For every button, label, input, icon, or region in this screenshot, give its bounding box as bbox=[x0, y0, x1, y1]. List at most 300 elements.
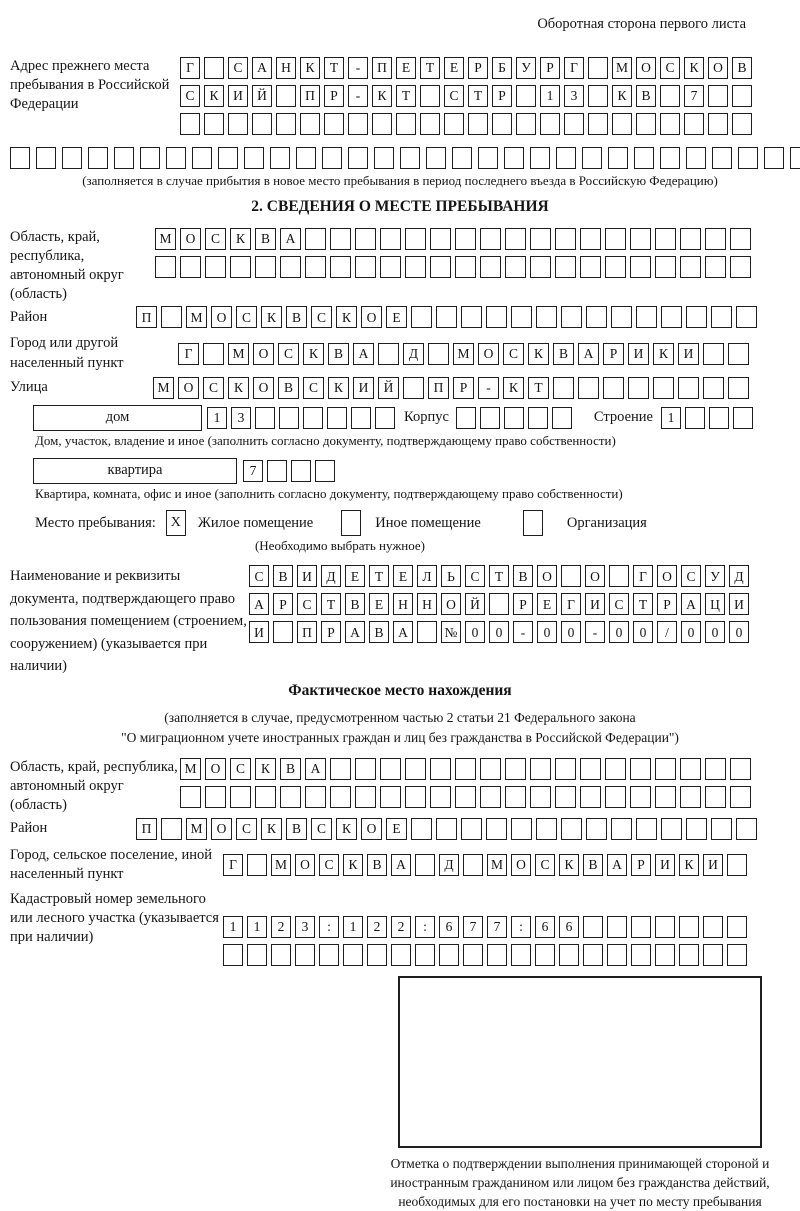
char-cell[interactable] bbox=[607, 916, 627, 938]
char-cell[interactable]: 1 bbox=[207, 407, 227, 429]
char-cell[interactable]: С bbox=[535, 854, 555, 876]
char-cell[interactable] bbox=[561, 565, 581, 587]
char-cell[interactable] bbox=[380, 256, 401, 278]
char-cell[interactable]: К bbox=[261, 818, 282, 840]
char-cell[interactable]: Т bbox=[633, 593, 653, 615]
char-cell[interactable] bbox=[582, 147, 602, 169]
char-cell[interactable]: И bbox=[655, 854, 675, 876]
char-cell[interactable] bbox=[319, 944, 339, 966]
char-cell[interactable]: В bbox=[255, 228, 276, 250]
char-cell[interactable]: С bbox=[230, 758, 251, 780]
char-cell[interactable]: В bbox=[345, 593, 365, 615]
char-cell[interactable]: Е bbox=[537, 593, 557, 615]
char-cell[interactable]: О bbox=[657, 565, 677, 587]
char-cell[interactable]: Е bbox=[396, 57, 416, 79]
char-cell[interactable] bbox=[155, 256, 176, 278]
char-cell[interactable] bbox=[430, 228, 451, 250]
char-cell[interactable] bbox=[660, 147, 680, 169]
char-cell[interactable] bbox=[636, 113, 656, 135]
char-cell[interactable] bbox=[686, 147, 706, 169]
char-cell[interactable]: И bbox=[729, 593, 749, 615]
char-cell[interactable] bbox=[530, 758, 551, 780]
char-cell[interactable]: 0 bbox=[489, 621, 509, 643]
char-cell[interactable] bbox=[653, 377, 674, 399]
char-cell[interactable] bbox=[330, 256, 351, 278]
char-cell[interactable] bbox=[705, 256, 726, 278]
char-cell[interactable] bbox=[736, 818, 757, 840]
char-cell[interactable]: С bbox=[503, 343, 524, 365]
char-cell[interactable] bbox=[630, 256, 651, 278]
char-cell[interactable] bbox=[380, 786, 401, 808]
char-cell[interactable]: А bbox=[249, 593, 269, 615]
char-cell[interactable]: 1 bbox=[223, 916, 243, 938]
char-cell[interactable] bbox=[330, 228, 351, 250]
char-cell[interactable] bbox=[588, 85, 608, 107]
char-cell[interactable] bbox=[611, 306, 632, 328]
char-cell[interactable] bbox=[603, 377, 624, 399]
char-cell[interactable] bbox=[686, 306, 707, 328]
char-cell[interactable]: - bbox=[478, 377, 499, 399]
char-cell[interactable] bbox=[561, 818, 582, 840]
char-cell[interactable] bbox=[430, 256, 451, 278]
char-cell[interactable] bbox=[655, 228, 676, 250]
char-cell[interactable] bbox=[505, 786, 526, 808]
char-cell[interactable]: К bbox=[653, 343, 674, 365]
char-cell[interactable]: Р bbox=[273, 593, 293, 615]
char-cell[interactable]: О bbox=[180, 228, 201, 250]
char-cell[interactable]: 1 bbox=[343, 916, 363, 938]
char-cell[interactable] bbox=[504, 147, 524, 169]
char-cell[interactable]: Г bbox=[178, 343, 199, 365]
char-cell[interactable] bbox=[511, 306, 532, 328]
char-cell[interactable]: С bbox=[311, 818, 332, 840]
char-cell[interactable]: В bbox=[553, 343, 574, 365]
char-cell[interactable]: 1 bbox=[247, 916, 267, 938]
char-cell[interactable]: С bbox=[444, 85, 464, 107]
char-cell[interactable] bbox=[461, 306, 482, 328]
char-cell[interactable] bbox=[680, 758, 701, 780]
char-cell[interactable] bbox=[444, 113, 464, 135]
char-cell[interactable]: 0 bbox=[537, 621, 557, 643]
char-cell[interactable]: Г bbox=[561, 593, 581, 615]
char-cell[interactable] bbox=[559, 944, 579, 966]
char-cell[interactable]: И bbox=[678, 343, 699, 365]
char-cell[interactable]: Т bbox=[489, 565, 509, 587]
char-cell[interactable] bbox=[528, 407, 548, 429]
char-cell[interactable]: 0 bbox=[705, 621, 725, 643]
char-cell[interactable]: 7 bbox=[243, 460, 263, 482]
char-cell[interactable] bbox=[305, 228, 326, 250]
char-cell[interactable] bbox=[279, 407, 299, 429]
char-cell[interactable] bbox=[244, 147, 264, 169]
char-cell[interactable]: Т bbox=[396, 85, 416, 107]
char-cell[interactable]: Е bbox=[386, 306, 407, 328]
char-cell[interactable] bbox=[736, 306, 757, 328]
char-cell[interactable]: 0 bbox=[633, 621, 653, 643]
char-cell[interactable] bbox=[330, 758, 351, 780]
char-cell[interactable] bbox=[516, 113, 536, 135]
char-cell[interactable] bbox=[712, 147, 732, 169]
char-cell[interactable] bbox=[140, 147, 160, 169]
char-cell[interactable]: Р bbox=[657, 593, 677, 615]
char-cell[interactable] bbox=[556, 147, 576, 169]
char-cell[interactable] bbox=[230, 256, 251, 278]
char-cell[interactable] bbox=[660, 113, 680, 135]
char-cell[interactable] bbox=[634, 147, 654, 169]
char-cell[interactable] bbox=[192, 147, 212, 169]
char-cell[interactable] bbox=[430, 786, 451, 808]
char-cell[interactable]: К bbox=[679, 854, 699, 876]
char-cell[interactable]: К bbox=[300, 57, 320, 79]
char-cell[interactable]: Г bbox=[223, 854, 243, 876]
char-cell[interactable] bbox=[708, 113, 728, 135]
char-cell[interactable] bbox=[505, 256, 526, 278]
char-cell[interactable] bbox=[580, 786, 601, 808]
char-cell[interactable] bbox=[790, 147, 800, 169]
char-cell[interactable] bbox=[555, 758, 576, 780]
char-cell[interactable]: / bbox=[657, 621, 677, 643]
char-cell[interactable]: О bbox=[636, 57, 656, 79]
char-cell[interactable]: 1 bbox=[661, 407, 681, 429]
char-cell[interactable] bbox=[678, 377, 699, 399]
char-cell[interactable]: И bbox=[628, 343, 649, 365]
char-cell[interactable]: М bbox=[487, 854, 507, 876]
char-cell[interactable] bbox=[405, 228, 426, 250]
char-cell[interactable]: В bbox=[369, 621, 389, 643]
char-cell[interactable]: Е bbox=[444, 57, 464, 79]
char-cell[interactable] bbox=[405, 256, 426, 278]
char-cell[interactable] bbox=[355, 758, 376, 780]
char-cell[interactable] bbox=[463, 944, 483, 966]
char-cell[interactable] bbox=[564, 113, 584, 135]
char-cell[interactable] bbox=[252, 113, 272, 135]
char-cell[interactable]: К bbox=[343, 854, 363, 876]
char-cell[interactable] bbox=[612, 113, 632, 135]
char-cell[interactable] bbox=[636, 306, 657, 328]
char-cell[interactable] bbox=[727, 944, 747, 966]
char-cell[interactable] bbox=[511, 818, 532, 840]
char-cell[interactable] bbox=[764, 147, 784, 169]
char-cell[interactable] bbox=[380, 228, 401, 250]
char-cell[interactable] bbox=[708, 85, 728, 107]
char-cell[interactable]: Е bbox=[386, 818, 407, 840]
char-cell[interactable] bbox=[628, 377, 649, 399]
char-cell[interactable]: 6 bbox=[535, 916, 555, 938]
char-cell[interactable] bbox=[296, 147, 316, 169]
char-cell[interactable]: П bbox=[300, 85, 320, 107]
char-cell[interactable]: Т bbox=[321, 593, 341, 615]
char-cell[interactable] bbox=[411, 818, 432, 840]
char-cell[interactable]: 7 bbox=[487, 916, 507, 938]
char-cell[interactable] bbox=[255, 407, 275, 429]
char-cell[interactable]: В bbox=[513, 565, 533, 587]
char-cell[interactable] bbox=[455, 228, 476, 250]
char-cell[interactable]: Р bbox=[453, 377, 474, 399]
char-cell[interactable]: 2 bbox=[367, 916, 387, 938]
char-cell[interactable] bbox=[303, 407, 323, 429]
char-cell[interactable]: И bbox=[353, 377, 374, 399]
char-cell[interactable] bbox=[555, 786, 576, 808]
char-cell[interactable] bbox=[36, 147, 56, 169]
char-cell[interactable]: О bbox=[537, 565, 557, 587]
char-cell[interactable]: М bbox=[186, 818, 207, 840]
char-cell[interactable]: 3 bbox=[231, 407, 251, 429]
char-cell[interactable]: : bbox=[319, 916, 339, 938]
char-cell[interactable]: К bbox=[328, 377, 349, 399]
char-cell[interactable] bbox=[730, 228, 751, 250]
char-cell[interactable]: 0 bbox=[609, 621, 629, 643]
char-cell[interactable] bbox=[348, 147, 368, 169]
char-cell[interactable] bbox=[732, 113, 752, 135]
char-cell[interactable] bbox=[343, 944, 363, 966]
char-cell[interactable]: С bbox=[236, 818, 257, 840]
char-cell[interactable]: Р bbox=[513, 593, 533, 615]
char-cell[interactable]: В bbox=[286, 818, 307, 840]
char-cell[interactable]: И bbox=[703, 854, 723, 876]
char-cell[interactable]: О bbox=[361, 818, 382, 840]
char-cell[interactable]: О bbox=[211, 818, 232, 840]
char-cell[interactable] bbox=[255, 786, 276, 808]
checkbox-other-premises[interactable] bbox=[341, 510, 361, 536]
char-cell[interactable]: Е bbox=[369, 593, 389, 615]
char-cell[interactable] bbox=[492, 113, 512, 135]
char-cell[interactable] bbox=[456, 407, 476, 429]
char-cell[interactable]: Т bbox=[324, 57, 344, 79]
char-cell[interactable] bbox=[10, 147, 30, 169]
char-cell[interactable] bbox=[607, 944, 627, 966]
char-cell[interactable] bbox=[711, 818, 732, 840]
char-cell[interactable] bbox=[561, 306, 582, 328]
char-cell[interactable]: 7 bbox=[463, 916, 483, 938]
char-cell[interactable] bbox=[608, 147, 628, 169]
char-cell[interactable] bbox=[267, 460, 287, 482]
char-cell[interactable] bbox=[114, 147, 134, 169]
char-cell[interactable] bbox=[680, 228, 701, 250]
char-cell[interactable] bbox=[555, 228, 576, 250]
char-cell[interactable] bbox=[411, 306, 432, 328]
char-cell[interactable] bbox=[420, 85, 440, 107]
char-cell[interactable] bbox=[631, 916, 651, 938]
char-cell[interactable]: А bbox=[681, 593, 701, 615]
char-cell[interactable] bbox=[400, 147, 420, 169]
char-cell[interactable] bbox=[180, 113, 200, 135]
char-cell[interactable] bbox=[505, 228, 526, 250]
char-cell[interactable] bbox=[703, 916, 723, 938]
char-cell[interactable]: С bbox=[180, 85, 200, 107]
char-cell[interactable] bbox=[489, 593, 509, 615]
char-cell[interactable] bbox=[355, 786, 376, 808]
char-cell[interactable]: - bbox=[585, 621, 605, 643]
char-cell[interactable] bbox=[636, 818, 657, 840]
char-cell[interactable] bbox=[505, 758, 526, 780]
char-cell[interactable]: О bbox=[708, 57, 728, 79]
char-cell[interactable]: К bbox=[372, 85, 392, 107]
char-cell[interactable]: А bbox=[353, 343, 374, 365]
char-cell[interactable] bbox=[679, 944, 699, 966]
char-cell[interactable]: Т bbox=[468, 85, 488, 107]
char-cell[interactable]: С bbox=[465, 565, 485, 587]
char-cell[interactable] bbox=[218, 147, 238, 169]
char-cell[interactable] bbox=[511, 944, 531, 966]
char-cell[interactable] bbox=[295, 944, 315, 966]
char-cell[interactable] bbox=[367, 944, 387, 966]
char-cell[interactable] bbox=[420, 113, 440, 135]
char-cell[interactable] bbox=[396, 113, 416, 135]
char-cell[interactable]: В bbox=[286, 306, 307, 328]
char-cell[interactable] bbox=[685, 407, 705, 429]
char-cell[interactable] bbox=[705, 786, 726, 808]
char-cell[interactable]: П bbox=[136, 818, 157, 840]
char-cell[interactable] bbox=[247, 944, 267, 966]
char-cell[interactable]: М bbox=[612, 57, 632, 79]
char-cell[interactable]: С bbox=[609, 593, 629, 615]
char-cell[interactable] bbox=[315, 460, 335, 482]
char-cell[interactable] bbox=[727, 916, 747, 938]
char-cell[interactable]: П bbox=[428, 377, 449, 399]
char-cell[interactable] bbox=[552, 407, 572, 429]
char-cell[interactable]: К bbox=[204, 85, 224, 107]
char-cell[interactable]: А bbox=[305, 758, 326, 780]
char-cell[interactable]: У bbox=[705, 565, 725, 587]
char-cell[interactable]: С bbox=[660, 57, 680, 79]
char-cell[interactable]: С bbox=[278, 343, 299, 365]
char-cell[interactable] bbox=[351, 407, 371, 429]
char-cell[interactable] bbox=[203, 343, 224, 365]
char-cell[interactable] bbox=[516, 85, 536, 107]
char-cell[interactable]: А bbox=[280, 228, 301, 250]
char-cell[interactable] bbox=[709, 407, 729, 429]
char-cell[interactable] bbox=[583, 916, 603, 938]
char-cell[interactable]: О bbox=[205, 758, 226, 780]
char-cell[interactable] bbox=[405, 758, 426, 780]
char-cell[interactable] bbox=[487, 944, 507, 966]
char-cell[interactable] bbox=[583, 944, 603, 966]
char-cell[interactable]: : bbox=[511, 916, 531, 938]
char-cell[interactable]: В bbox=[328, 343, 349, 365]
char-cell[interactable]: 7 bbox=[684, 85, 704, 107]
char-cell[interactable] bbox=[452, 147, 472, 169]
char-cell[interactable] bbox=[586, 306, 607, 328]
char-cell[interactable]: О bbox=[361, 306, 382, 328]
char-cell[interactable] bbox=[555, 256, 576, 278]
char-cell[interactable] bbox=[728, 377, 749, 399]
char-cell[interactable]: Г bbox=[180, 57, 200, 79]
char-cell[interactable]: Р bbox=[492, 85, 512, 107]
char-cell[interactable]: № bbox=[441, 621, 461, 643]
char-cell[interactable] bbox=[530, 786, 551, 808]
char-cell[interactable] bbox=[255, 256, 276, 278]
char-cell[interactable]: Ь bbox=[441, 565, 461, 587]
char-cell[interactable]: И bbox=[297, 565, 317, 587]
char-cell[interactable] bbox=[391, 944, 411, 966]
char-cell[interactable] bbox=[280, 786, 301, 808]
char-cell[interactable] bbox=[348, 113, 368, 135]
char-cell[interactable]: 1 bbox=[540, 85, 560, 107]
char-cell[interactable] bbox=[611, 818, 632, 840]
char-cell[interactable]: В bbox=[278, 377, 299, 399]
char-cell[interactable] bbox=[705, 228, 726, 250]
char-cell[interactable] bbox=[324, 113, 344, 135]
char-cell[interactable]: А bbox=[578, 343, 599, 365]
char-cell[interactable] bbox=[455, 786, 476, 808]
char-cell[interactable]: К bbox=[336, 306, 357, 328]
char-cell[interactable]: А bbox=[252, 57, 272, 79]
char-cell[interactable]: И bbox=[585, 593, 605, 615]
char-cell[interactable] bbox=[730, 256, 751, 278]
char-cell[interactable] bbox=[166, 147, 186, 169]
char-cell[interactable] bbox=[455, 256, 476, 278]
char-cell[interactable] bbox=[727, 854, 747, 876]
char-cell[interactable]: - bbox=[513, 621, 533, 643]
char-cell[interactable]: - bbox=[348, 57, 368, 79]
char-cell[interactable]: С bbox=[681, 565, 701, 587]
char-cell[interactable]: Н bbox=[393, 593, 413, 615]
char-cell[interactable]: Е bbox=[393, 565, 413, 587]
char-cell[interactable]: 0 bbox=[465, 621, 485, 643]
char-cell[interactable]: А bbox=[607, 854, 627, 876]
char-cell[interactable] bbox=[661, 306, 682, 328]
char-cell[interactable]: 0 bbox=[729, 621, 749, 643]
char-cell[interactable] bbox=[655, 758, 676, 780]
char-cell[interactable] bbox=[327, 407, 347, 429]
char-cell[interactable] bbox=[711, 306, 732, 328]
char-cell[interactable] bbox=[276, 113, 296, 135]
char-cell[interactable]: Г bbox=[564, 57, 584, 79]
char-cell[interactable]: Р bbox=[468, 57, 488, 79]
char-cell[interactable]: М bbox=[271, 854, 291, 876]
char-cell[interactable] bbox=[300, 113, 320, 135]
char-cell[interactable] bbox=[605, 228, 626, 250]
char-cell[interactable]: 0 bbox=[561, 621, 581, 643]
char-cell[interactable]: Н bbox=[417, 593, 437, 615]
char-cell[interactable]: Д bbox=[439, 854, 459, 876]
char-cell[interactable]: Д bbox=[729, 565, 749, 587]
char-cell[interactable]: М bbox=[228, 343, 249, 365]
char-cell[interactable] bbox=[480, 758, 501, 780]
char-cell[interactable]: Й bbox=[465, 593, 485, 615]
char-cell[interactable]: П bbox=[297, 621, 317, 643]
char-cell[interactable] bbox=[655, 916, 675, 938]
char-cell[interactable] bbox=[480, 786, 501, 808]
char-cell[interactable] bbox=[455, 758, 476, 780]
char-cell[interactable]: С bbox=[311, 306, 332, 328]
char-cell[interactable] bbox=[405, 786, 426, 808]
char-cell[interactable] bbox=[605, 256, 626, 278]
char-cell[interactable] bbox=[680, 256, 701, 278]
char-cell[interactable]: К bbox=[336, 818, 357, 840]
checkbox-residential[interactable]: X bbox=[166, 510, 186, 536]
char-cell[interactable]: С bbox=[297, 593, 317, 615]
char-cell[interactable]: М bbox=[180, 758, 201, 780]
char-cell[interactable]: Й bbox=[378, 377, 399, 399]
char-cell[interactable] bbox=[679, 916, 699, 938]
char-cell[interactable] bbox=[478, 147, 498, 169]
checkbox-organization[interactable] bbox=[523, 510, 543, 536]
char-cell[interactable]: В bbox=[367, 854, 387, 876]
char-cell[interactable] bbox=[588, 57, 608, 79]
char-cell[interactable] bbox=[586, 818, 607, 840]
char-cell[interactable]: Л bbox=[417, 565, 437, 587]
char-cell[interactable]: Д bbox=[321, 565, 341, 587]
char-cell[interactable] bbox=[703, 944, 723, 966]
char-cell[interactable] bbox=[417, 621, 437, 643]
char-cell[interactable]: И bbox=[228, 85, 248, 107]
char-cell[interactable] bbox=[703, 377, 724, 399]
char-cell[interactable] bbox=[305, 786, 326, 808]
char-cell[interactable] bbox=[660, 85, 680, 107]
char-cell[interactable] bbox=[372, 113, 392, 135]
char-cell[interactable]: У bbox=[516, 57, 536, 79]
